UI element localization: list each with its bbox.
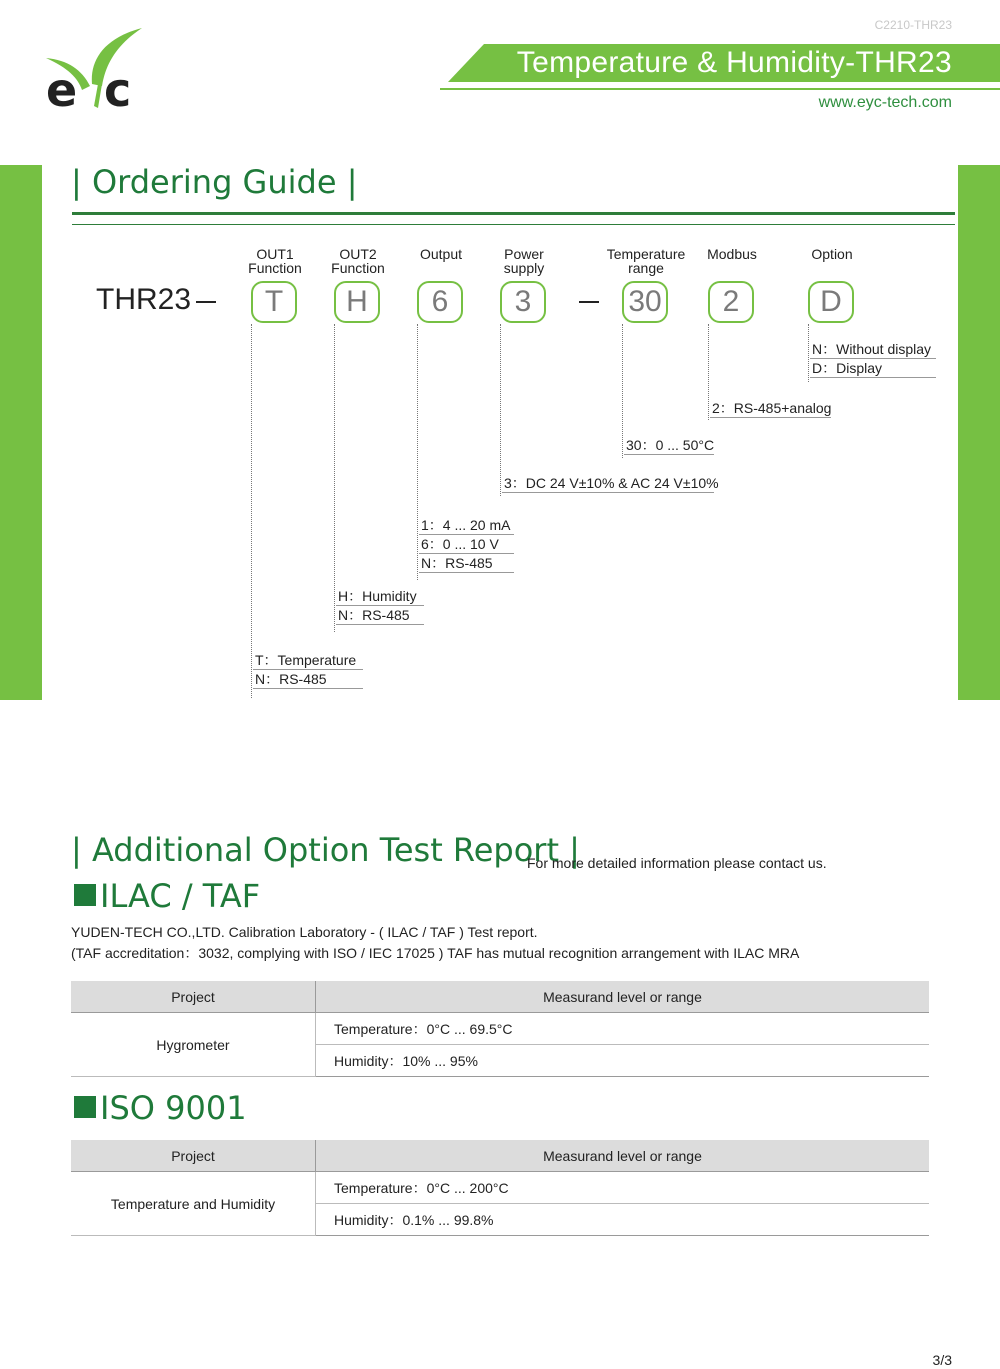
table-header-project: Project bbox=[71, 1140, 316, 1172]
leader-line-output bbox=[417, 324, 418, 580]
ilac-description-line1: YUDEN-TECH CO.,LTD. Calibration Laboratory - ( ILAC / TAF ) Test report. bbox=[71, 924, 538, 940]
code-box-out1: T bbox=[251, 281, 297, 323]
leader-line-out1 bbox=[251, 324, 252, 698]
iso-table bbox=[71, 1140, 929, 1236]
option-item: N：RS-485 bbox=[336, 606, 424, 625]
ilac-description-line2: (TAF accreditation：3032, complying with ISO / IEC 17025 ) TAF has mutual recognition arrangement with ILAC MRA bbox=[71, 945, 800, 961]
code-box-output: 6 bbox=[417, 281, 463, 323]
option-item: 1：4 ... 20 mA bbox=[419, 516, 514, 535]
svg-text:e: e bbox=[46, 63, 78, 116]
table-cell-range: Temperature：0°C ... 69.5°C bbox=[316, 1013, 930, 1045]
option-item: T：Temperature bbox=[253, 651, 363, 670]
col-head-out1: OUT1 Function bbox=[248, 246, 302, 276]
square-bullet-icon bbox=[74, 1096, 96, 1118]
table-row bbox=[71, 1172, 929, 1204]
model-dash bbox=[196, 301, 216, 303]
options-out2 bbox=[336, 587, 424, 625]
options-modbus bbox=[710, 399, 831, 418]
leader-line-power bbox=[500, 324, 501, 496]
option-item: N：Without display bbox=[810, 340, 936, 359]
table-cell-project: Temperature and Humidity bbox=[71, 1172, 316, 1236]
col-head-out2: OUT2 Function bbox=[331, 246, 385, 276]
ilac-table bbox=[71, 981, 929, 1077]
square-bullet-icon bbox=[74, 884, 96, 906]
section-rule-thick bbox=[72, 212, 955, 215]
test-report-title: | Additional Option Test Report | bbox=[71, 831, 580, 869]
model-name: THR23 bbox=[96, 283, 192, 316]
option-item: 3：DC 24 V±10% & AC 24 V±10% bbox=[504, 475, 719, 491]
option-item: H：Humidity bbox=[336, 587, 424, 606]
table-header-row bbox=[71, 1140, 929, 1172]
contact-note: For more detailed information please contact us. bbox=[527, 855, 827, 871]
leader-line-temp-range bbox=[622, 324, 623, 458]
options-out1 bbox=[253, 651, 363, 689]
option-item: 30：0 ... 50°C bbox=[626, 437, 715, 453]
title-underline bbox=[440, 88, 1000, 90]
page-number: 3/3 bbox=[932, 1352, 952, 1368]
table-cell-project: Hygrometer bbox=[71, 1013, 316, 1077]
table-header-measurand: Measurand level or range bbox=[316, 1140, 930, 1172]
table-header-measurand: Measurand level or range bbox=[316, 981, 930, 1013]
table-cell-range: Temperature：0°C ... 200°C bbox=[316, 1172, 930, 1204]
page-title: Temperature & Humidity-THR23 bbox=[516, 46, 952, 79]
options-output bbox=[419, 516, 514, 573]
table-cell-range: Humidity：0.1% ... 99.8% bbox=[316, 1204, 930, 1236]
right-side-bar bbox=[958, 165, 1000, 700]
option-item: D：Display bbox=[810, 359, 936, 378]
table-row bbox=[71, 1013, 929, 1045]
code-box-modbus: 2 bbox=[708, 281, 754, 323]
option-item: 6：0 ... 10 V bbox=[419, 535, 514, 554]
document-code: C2210-THR23 bbox=[874, 18, 952, 32]
ordering-guide-title: | Ordering Guide | bbox=[71, 163, 358, 201]
table-header-project: Project bbox=[71, 981, 316, 1013]
option-item: N：RS-485 bbox=[253, 670, 363, 689]
website-link[interactable]: www.eyc-tech.com bbox=[818, 94, 952, 111]
col-head-option: Option bbox=[811, 246, 853, 262]
leader-line-modbus bbox=[708, 324, 709, 420]
options-temp-range bbox=[624, 436, 714, 455]
options-option bbox=[810, 340, 936, 378]
svg-text:c: c bbox=[104, 63, 132, 116]
eyc-logo bbox=[46, 24, 146, 116]
col-head-power: Power supply bbox=[503, 246, 545, 276]
code-box-temp-range: 30 bbox=[622, 281, 668, 323]
options-power bbox=[502, 474, 719, 493]
leader-line-option bbox=[808, 324, 809, 382]
col-head-temp-range: Temperature range bbox=[606, 246, 686, 276]
code-box-option: D bbox=[808, 281, 854, 323]
code-box-power: 3 bbox=[500, 281, 546, 323]
option-item: N：RS-485 bbox=[419, 554, 514, 573]
range-dash bbox=[579, 301, 599, 303]
option-item: 2：RS-485+analog bbox=[712, 400, 832, 416]
left-side-bar bbox=[0, 165, 42, 700]
col-head-output: Output bbox=[419, 246, 463, 262]
table-cell-range: Humidity：10% ... 95% bbox=[316, 1045, 930, 1077]
section-rule-thin bbox=[72, 224, 955, 225]
ilac-heading: ILAC / TAF bbox=[74, 877, 260, 915]
table-header-row bbox=[71, 981, 929, 1013]
code-box-out2: H bbox=[334, 281, 380, 323]
iso-heading: ISO 9001 bbox=[74, 1089, 247, 1127]
col-head-modbus: Modbus bbox=[707, 246, 757, 262]
leader-line-out2 bbox=[334, 324, 335, 632]
